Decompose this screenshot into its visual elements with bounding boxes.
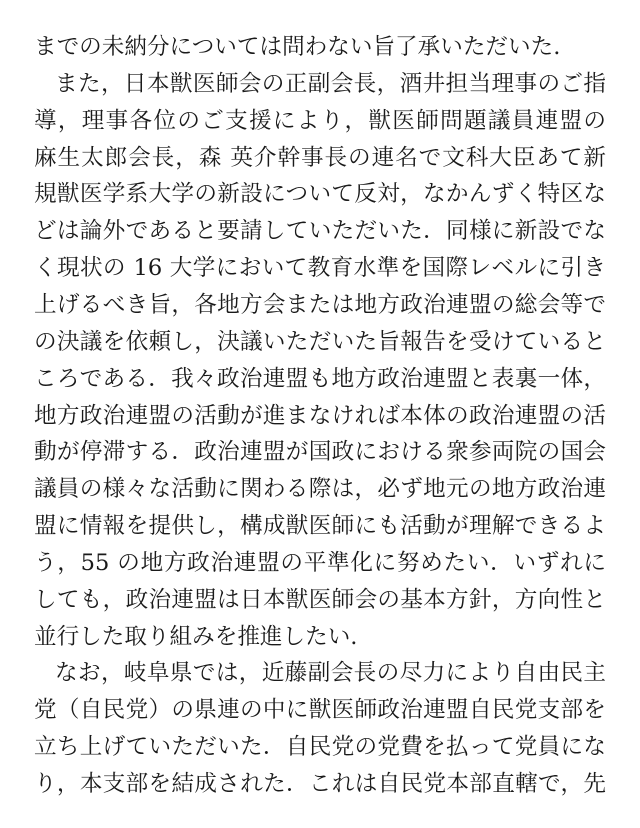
text-line: 動が停滞する．政治連盟が国政における衆参両院の国会 [34, 439, 606, 465]
text-line: 規獣医学系大学の新設について反対，なかんずく特区な [34, 181, 606, 207]
text-line: の決議を依頼し，決議いただいた旨報告を受けていると [34, 329, 606, 355]
text-line: 議員の様々な活動に関わる際は，必ず地元の地方政治連 [34, 476, 606, 502]
text-line: り，本支部を結成された．これは自民党本部直轄で，先 [34, 771, 606, 797]
text-line: しても，政治連盟は日本獣医師会の基本方針，方向性と [34, 587, 606, 613]
text-line: までの未納分については問わない旨了承いただいた. [34, 34, 561, 60]
paragraph-start-line: なお，岐阜県では，近藤副会長の尽力により自由民主 [55, 660, 606, 686]
text-line: う，55 の地方政治連盟の平準化に努めたい．いずれに [34, 550, 606, 576]
text-line: 麻生太郎会長，森 英介幹事長の連名で文科大臣あて新 [34, 145, 606, 171]
text-line: ころである．我々政治連盟も地方政治連盟と表裏一体， [34, 366, 606, 392]
text-line: 導，理事各位のご支援により，獣医師問題議員連盟の [34, 108, 606, 134]
text-line: く現状の 16 大学において教育水準を国際レベルに引き [34, 255, 606, 281]
text-line: 上げるべき旨，各地方会または地方政治連盟の総会等で [34, 292, 606, 318]
text-line: 立ち上げていただいた．自民党の党費を払って党員にな [34, 734, 606, 760]
text-line: どは論外であると要請していただいた．同様に新設でな [34, 218, 606, 244]
paragraph-end-line: 並行した取り組みを推進したい. [34, 624, 358, 650]
text-line: 地方政治連盟の活動が進まなければ本体の政治連盟の活 [34, 403, 606, 429]
text-line: 党（自民党）の県連の中に獣医師政治連盟自民党支部を [34, 697, 606, 723]
paragraph-start-line: また，日本獣医師会の正副会長，酒井担当理事のご指 [55, 71, 606, 97]
text-line: 盟に情報を提供し，構成獣医師にも活動が理解できるよ [34, 513, 606, 539]
